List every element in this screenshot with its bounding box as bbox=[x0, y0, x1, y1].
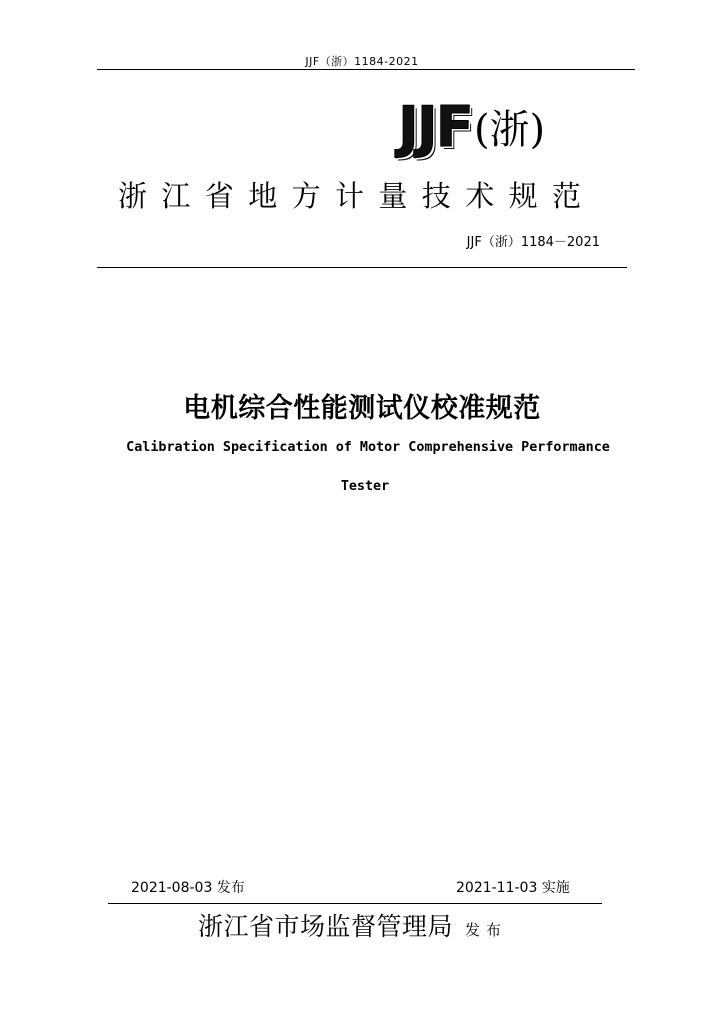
jjf-logo bbox=[398, 86, 546, 160]
effective-date: 2021-11-03 实施 bbox=[456, 880, 570, 896]
issue-date: 2021-08-03 发布 bbox=[131, 880, 245, 896]
issuer-name: 浙江省市场监督管理局 bbox=[198, 912, 454, 941]
header-divider bbox=[97, 69, 635, 70]
issuer-action: 发布 bbox=[465, 921, 508, 939]
logo-mark: JJF bbox=[398, 95, 472, 160]
issuer bbox=[198, 907, 507, 943]
standard-code: JJF（浙）1184－2021 bbox=[466, 235, 600, 250]
logo-suffix: (浙) bbox=[473, 107, 546, 153]
code-divider bbox=[97, 267, 627, 268]
document-title-chinese: 电机综合性能测试仪校准规范 bbox=[183, 393, 541, 424]
series-title: 浙江省地方计量技术规范 bbox=[118, 179, 596, 213]
document-title-english-line2: Tester bbox=[340, 479, 390, 494]
header-standard-code: JJF（浙）1184-2021 bbox=[305, 55, 419, 68]
document-title-english-line1: Calibration Specification of Motor Comprehensive Performance bbox=[126, 440, 610, 455]
footer-divider bbox=[108, 903, 602, 904]
